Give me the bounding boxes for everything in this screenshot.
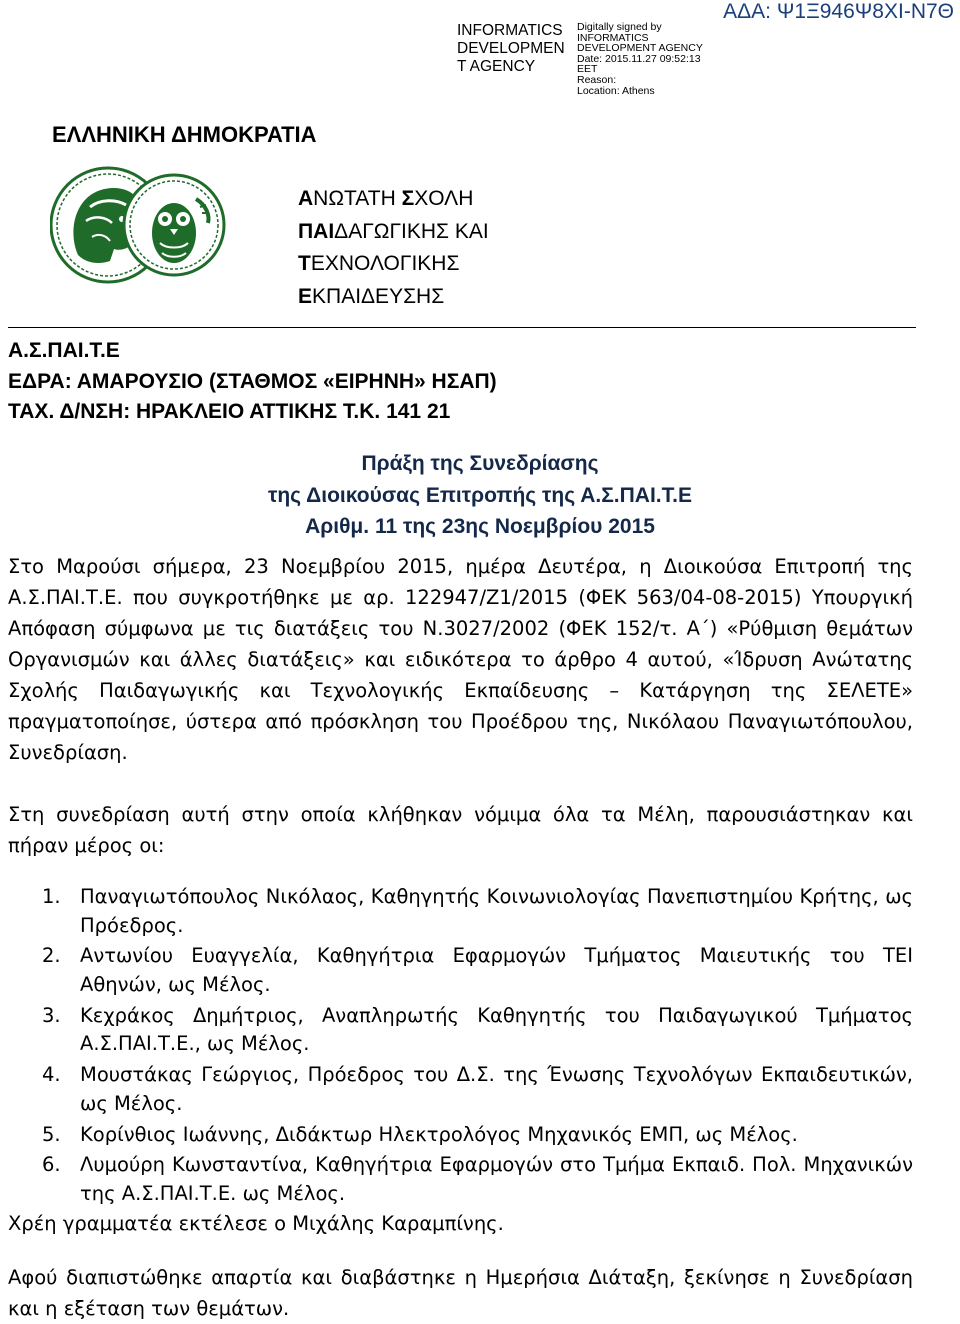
signature-line: Location: Athens: [577, 84, 655, 97]
heading-line: της Διοικούσας Επιτροπής της Α.Σ.ΠΑΙ.Τ.Ε: [267, 483, 693, 507]
member-number: 3.: [42, 1003, 61, 1027]
act-heading: [0, 448, 960, 543]
school-rest: ΝΩΤΑΤΗ: [313, 187, 402, 210]
member-item: [8, 883, 913, 940]
institution-logo: [50, 163, 226, 287]
member-text: Παναγιωτόπουλος Νικόλαος, Καθηγητής Κοινωνιολογίας Πανεπιστημίου Κρήτης, ως Πρόεδρος.: [80, 885, 913, 937]
school-initial: Ε: [298, 284, 313, 308]
secretary-paragraph: Χρέη γραμματέα εκτέλεσε ο Μιχάλης Καραμπίνης.: [8, 1212, 504, 1235]
member-number: 6.: [42, 1153, 61, 1177]
signature-line: INFORMATICS: [577, 31, 649, 44]
member-item: [8, 942, 913, 999]
divider: [8, 327, 916, 328]
member-number: 1.: [42, 885, 61, 908]
school-rest: ΚΠΑΙΔΕΥΣΗΣ: [312, 284, 445, 308]
signature-line: Reason:: [577, 73, 617, 86]
member-item: [8, 1151, 913, 1208]
school-initial: Α: [298, 187, 314, 210]
school-initial: Τ: [298, 252, 311, 275]
member-item: [8, 1002, 913, 1059]
school-line: [298, 216, 489, 249]
coin-logo-icon: [50, 163, 226, 287]
member-text: Κορίνθιος Ιωάννης, Διδάκτωρ Ηλεκτρολόγος Μηχανικός ΕΜΠ, ως Μέλος.: [80, 1122, 798, 1146]
signature-line: DEVELOPMENT AGENCY: [577, 42, 703, 55]
member-item: [8, 1061, 913, 1118]
signature-details: [577, 22, 703, 96]
member-number: 4.: [42, 1063, 61, 1087]
school-line: [298, 183, 489, 216]
signature-line: Digitally signed by: [577, 21, 662, 33]
school-line: [298, 281, 489, 314]
member-text: Αντωνίου Ευαγγελία, Καθηγήτρια Εφαρμογών Τμήματος Μαιευτικής του ΤΕΙ Αθηνών, ως Μέλος.: [80, 944, 913, 996]
country-title: ΕΛΛΗΝΙΚΗ ΔΗΜΟΚΡΑΤΙΑ: [52, 122, 317, 147]
school-rest: ΔΑΓΩΓΙΚΗΣ ΚΑΙ: [334, 219, 489, 243]
member-text: Μουστάκας Γεώργιος, Πρόεδρος του Δ.Σ. της Ένωσης Τεχνολόγων Εκπαιδευτικών, ως Μέλος.: [80, 1063, 913, 1115]
school-rest: ΧΟΛΗ: [414, 187, 474, 210]
school-initial: Σ: [401, 187, 415, 210]
member-text: Λυμούρη Κωνσταντίνα, Καθηγήτρια Εφαρμογών στο Τμήμα Εκπαιδ. Πολ. Μηχανικών της Α.Σ.ΠΑΙ.Τ.Ε. ως Μέλος.: [80, 1153, 913, 1205]
quorum-paragraph: Αφού διαπιστώθηκε απαρτία και διαβάστηκε η Ημερήσια Διάταξη, ξεκίνησε η Συνεδρίαση και η εξέταση των θεμάτων.: [8, 1266, 913, 1320]
school-rest: ΕΧΝΟΛΟΓΙΚΗΣ: [310, 252, 460, 275]
signature-signer: INFORMATICS DEVELOPMEN T AGENCY: [457, 22, 565, 75]
address-line: ΕΔΡΑ: ΑΜΑΡΟΥΣΙΟ (ΣΤΑΘΜΟΣ «ΕΙΡΗΝΗ» ΗΣΑΠ): [8, 369, 497, 393]
intro-paragraph: Στο Μαρούσι σήμερα, 23 Νοεμβρίου 2015, ημέρα Δευτέρα, η Διοικούσα Επιτροπή της Α.Σ.ΠΑΙ.Τ.Ε. που συγκροτήθηκε με αρ. 122947/Ζ1/2015 (ΦΕΚ 563/04-08-2015) Υπουργική Απόφαση σύμφωνα με τις διατάξεις του Ν.3027/2002 (ΦΕΚ 152/τ. Α΄) «Ρύθμιση θεμάτων Οργανισμών και άλλες διατάξεις» και ειδικότερα το άρθρο 4 αυτού, «Ίδρυση Ανώτατης Σχολής Παιδαγωγικής και Τεχνολογικής Εκπαίδευσης – Κατάργηση της ΣΕΛΕΤΕ» πραγματοποίησε, ύστερα από πρόσκληση του Προέδρου της, Νικόλαου Παναγιωτόπουλου, Συνεδρίαση.: [8, 555, 913, 764]
address-line: Α.Σ.ΠΑΙ.Τ.Ε: [8, 339, 120, 362]
signature-line: EET: [577, 63, 598, 76]
school-initial: ΠΑΙ: [298, 219, 335, 243]
address-block: [8, 336, 497, 428]
member-item: [8, 1121, 913, 1150]
member-number: 5.: [42, 1122, 61, 1146]
address-line: ΤΑΧ. Δ/ΝΣΗ: ΗΡΑΚΛΕΙΟ ΑΤΤΙΚΗΣ Τ.Κ. 141 21: [8, 400, 451, 423]
members-list: [8, 883, 913, 1211]
school-name: [298, 183, 489, 313]
member-text: Κεχράκος Δημήτριος, Αναπληρωτής Καθηγητής του Παιδαγωγικού Τμήματος Α.Σ.ΠΑΙ.Τ.Ε., ως Μέλος.: [80, 1003, 913, 1056]
heading-line: Πράξη της Συνεδρίασης: [361, 452, 599, 475]
member-number: 2.: [42, 944, 61, 968]
signature-line: Date: 2015.11.27 09:52:13: [577, 52, 701, 65]
heading-line: Αριθμ. 11 της 23ης Νοεμβρίου 2015: [305, 515, 655, 538]
attendance-paragraph: Στη συνεδρίαση αυτή στην οποία κλήθηκαν νόμιμα όλα τα Μέλη, παρουσιάστηκαν και πήραν μέρος οι:: [8, 803, 913, 857]
school-line: [298, 248, 489, 281]
ada-code: ΑΔΑ: Ψ1Ξ946Ψ8ΧΙ-Ν7Θ: [723, 0, 954, 23]
